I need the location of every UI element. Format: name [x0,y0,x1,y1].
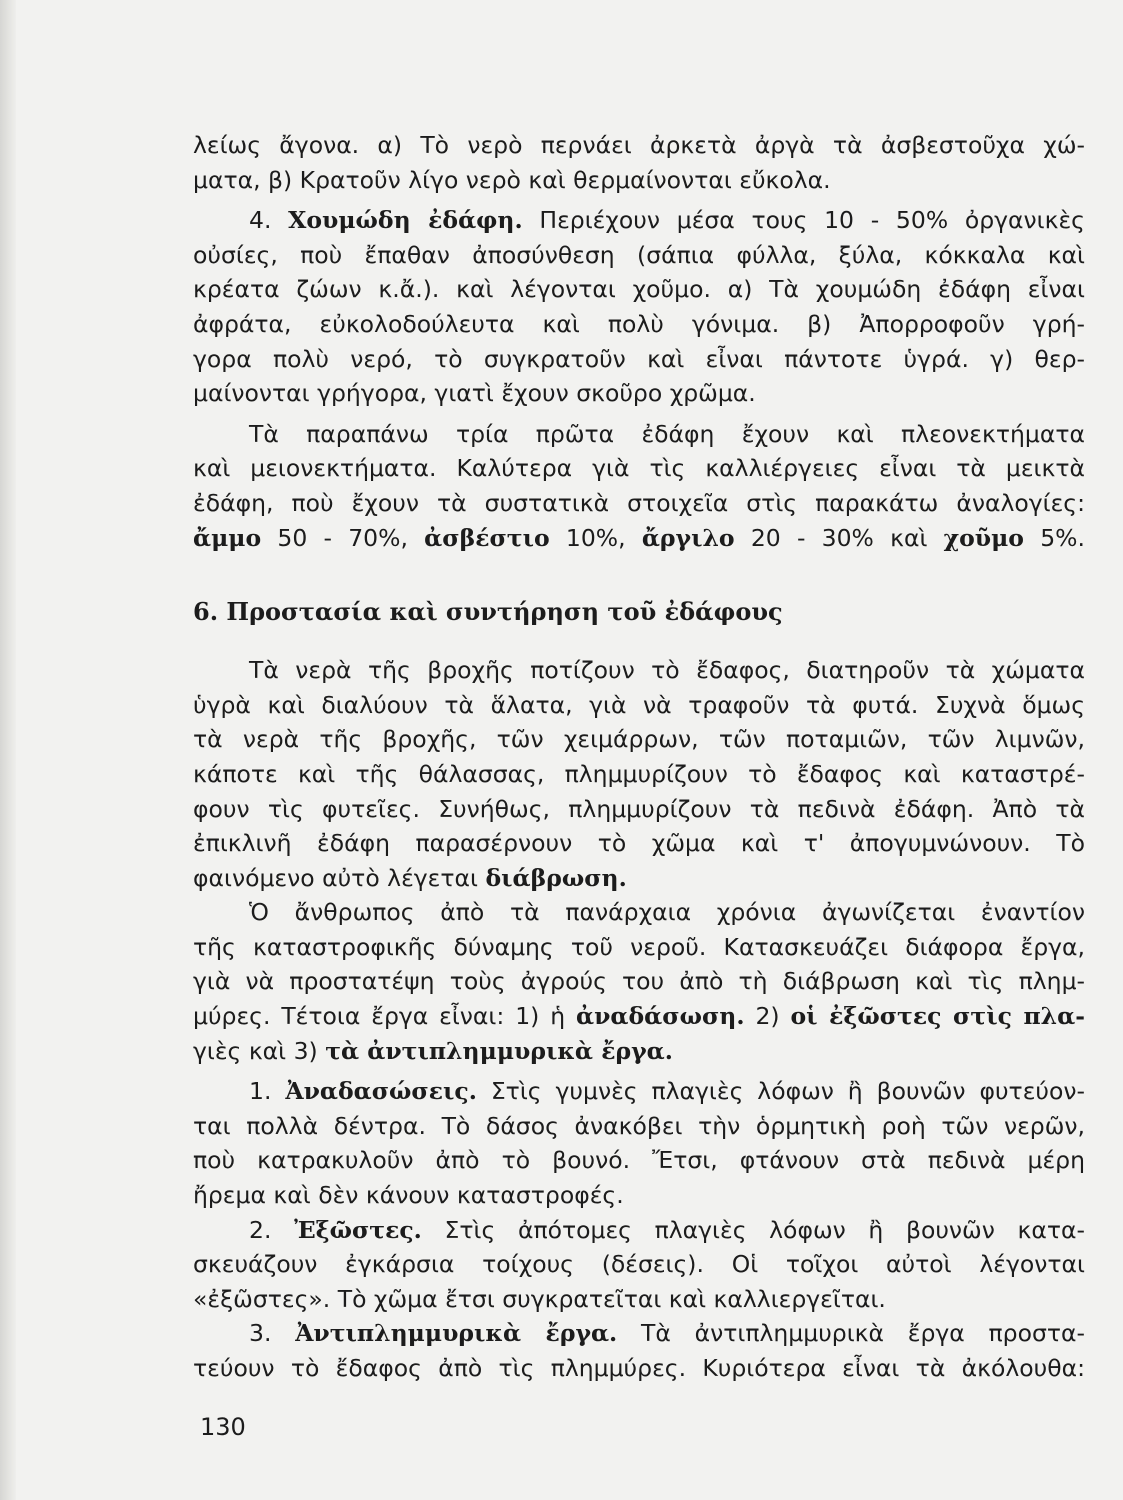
term-bold: διάβρωση. [485,863,627,892]
item-number: 3. [249,1319,272,1348]
text-line: ὑγρὰ καὶ διαλύουν τὰ ἅλατα, γιὰ νὰ τραφοῦν τὰ φυτά. Συχνὰ ὅμως [193,690,1085,719]
text-line: μαίνονται γρήγορα, γιατὶ ἔχουν σκοῦρο χρῶμα. [193,379,756,408]
text-line: σκευάζουν ἐγκάρσια τοίχους (δέσεις). Οἱ τοῖχοι αὐτοὶ λέγονται [193,1250,1085,1279]
text-line: κάποτε καὶ τῆς θάλασσας, πλημμυρίζουν τὸ ἔδαφος καὶ καταστρέ- [193,759,1085,788]
term-bold: τὰ ἀντιπλημμυρικὰ ἔργα. [325,1036,673,1065]
text-run: Στὶς γυμνὲς πλαγιὲς λόφων ἢ βουνῶν φυτεύον- [490,1077,1085,1106]
page-number: 130 [200,1413,246,1441]
term-bold: οἱ ἐξῶστες στὶς πλα- [790,1002,1085,1031]
text-run: γιὲς καὶ 3) [193,1036,318,1065]
text-line: φουν τὶς φυτεῖες. Συνήθως, πλημμυρίζουν τὰ πεδινὰ ἐδάφη. Ἀπὸ τὰ [193,794,1085,823]
text-line: καὶ μειονεκτήματα. Καλύτερα γιὰ τὶς καλλιέργειες εἶναι τὰ μεικτὰ [193,454,1085,483]
text-line: Ὁ ἄνθρωπος ἀπὸ τὰ πανάρχαια χρόνια ἀγωνίζεται ἐναντίον [249,898,1085,927]
text-line: γορα πολὺ νερό, τὸ συγκρατοῦν καὶ εἶναι πάντοτε ὑγρά. γ) θερ- [193,344,1085,373]
soil-component: ἄργιλο [641,523,735,552]
text-line: οὐσίες, ποὺ ἔπαθαν ἀποσύνθεση (σάπια φύλλα, ξύλα, κόκκαλα καὶ [193,240,1085,269]
text-run: φαινόμενο αὐτὸ λέγεται [193,863,478,892]
item-title: Ἀντιπλημμυρικὰ ἔργα. [295,1319,618,1348]
text-line: ματα, β) Κρατοῦν λίγο νερὸ καὶ θερμαίνονται εὔκολα. [193,165,831,194]
soil-ratio: 50 - 70%, [277,523,408,552]
soil-component: ἀσβέστιο [424,523,550,552]
section-heading: 6. Προστασία καὶ συντήρηση τοῦ ἐδάφους [193,597,783,627]
text-line: τὰ νερὰ τῆς βροχῆς, τῶν χειμάρρων, τῶν ποταμιῶν, τῶν λιμνῶν, [193,725,1085,754]
text-line: τῆς καταστροφικῆς δύναμης τοῦ νεροῦ. Κατασκευάζει διάφορα ἔργα, [193,932,1085,961]
term-bold: ἀναδάσωση. [576,1002,745,1031]
item-number: 4. [249,206,272,235]
item-number: 2. [249,1215,272,1244]
text-run: Τὰ ἀντιπλημμυρικὰ ἔργα προστα- [641,1319,1085,1348]
page-body [193,128,1085,1386]
item-title: Ἀναδασώσεις. [285,1077,477,1106]
soil-component: ἄμμο [193,523,262,552]
text-line: Τὰ παραπάνω τρία πρῶτα ἐδάφη ἔχουν καὶ πλεονεκτήματα [249,419,1085,448]
text-line [193,861,1085,896]
text-line: ἤρεμα καὶ δὲν κάνουν καταστροφές. [193,1181,624,1210]
text-line: Τὰ νερὰ τῆς βροχῆς ποτίζουν τὸ ἔδαφος, διατηροῦν τὰ χώματα [249,656,1085,685]
book-gutter-shadow [0,0,16,1500]
text-line [193,203,1085,238]
text-line [193,1034,1085,1069]
item-title: Ἐξῶστες. [294,1215,422,1244]
text-line: «ἐξῶστες». Τὸ χῶμα ἔτσι συγκρατεῖται καὶ καλλιεργεῖται. [193,1284,886,1313]
text-line: γιὰ νὰ προστατέψη τοὺς ἀγρούς του ἀπὸ τὴ διάβρωση καὶ τὶς πλημ- [193,967,1085,996]
soil-component: χοῦμο [943,523,1024,552]
text-line: κρέατα ζώων κ.ἄ.). καὶ λέγονται χοῦμο. α) Τὰ χουμώδη ἐδάφη εἶναι [193,275,1085,304]
text-line [193,1213,1085,1248]
soil-ratio: 10%, [565,523,626,552]
text-line: ἐδάφη, ποὺ ἔχουν τὰ συστατικὰ στοιχεῖα στὶς παρακάτω ἀναλογίες: [193,488,1085,517]
text-line [193,999,1085,1034]
text-run: μύρες. Τέτοια ἔργα εἶναι: 1) ἡ [193,1002,566,1031]
item-title: Χουμώδη ἐδάφη. [288,206,523,235]
text-run: Στὶς ἀπότομες πλαγιὲς λόφων ἢ βουνῶν κατα- [444,1215,1085,1244]
text-line [193,521,1085,556]
text-line: ται πολλὰ δέντρα. Τὸ δάσος ἀνακόβει τὴν ὁρμητικὴ ροὴ τῶν νερῶν, [193,1111,1085,1140]
text-line [193,1316,1085,1351]
soil-ratio: 20 - 30% [750,523,874,552]
text-line: λείως ἄγονα. α) Τὸ νερὸ περνάει ἀρκετὰ ἀργὰ τὰ ἀσβεστοῦχα χώ- [193,131,1085,159]
text-line [193,1074,1085,1109]
text-line: ἀφράτα, εὐκολοδούλευτα καὶ πολὺ γόνιμα. β) Ἀπορροφοῦν γρή- [193,309,1085,338]
text-run: Περιέχουν μέσα τους 10 - 50% ὀργανικὲς [539,206,1085,235]
text-line: ποὺ κατρακυλοῦν ἀπὸ τὸ βουνό. Ἔτσι, φτάνουν στὰ πεδινὰ μέρη [193,1146,1085,1175]
text-line: τεύουν τὸ ἔδαφος ἀπὸ τὶς πλημμύρες. Κυριότερα εἶναι τὰ ἀκόλουθα: [193,1354,1085,1382]
text-run: καὶ [890,523,928,552]
text-line: ἐπικλινῆ ἐδάφη παρασέρνουν τὸ χῶμα καὶ τ' ἀπογυμνώνουν. Τὸ [193,829,1085,858]
item-number: 1. [249,1077,272,1106]
soil-ratio: 5%. [1040,523,1085,552]
text-run: 2) [755,1002,780,1031]
